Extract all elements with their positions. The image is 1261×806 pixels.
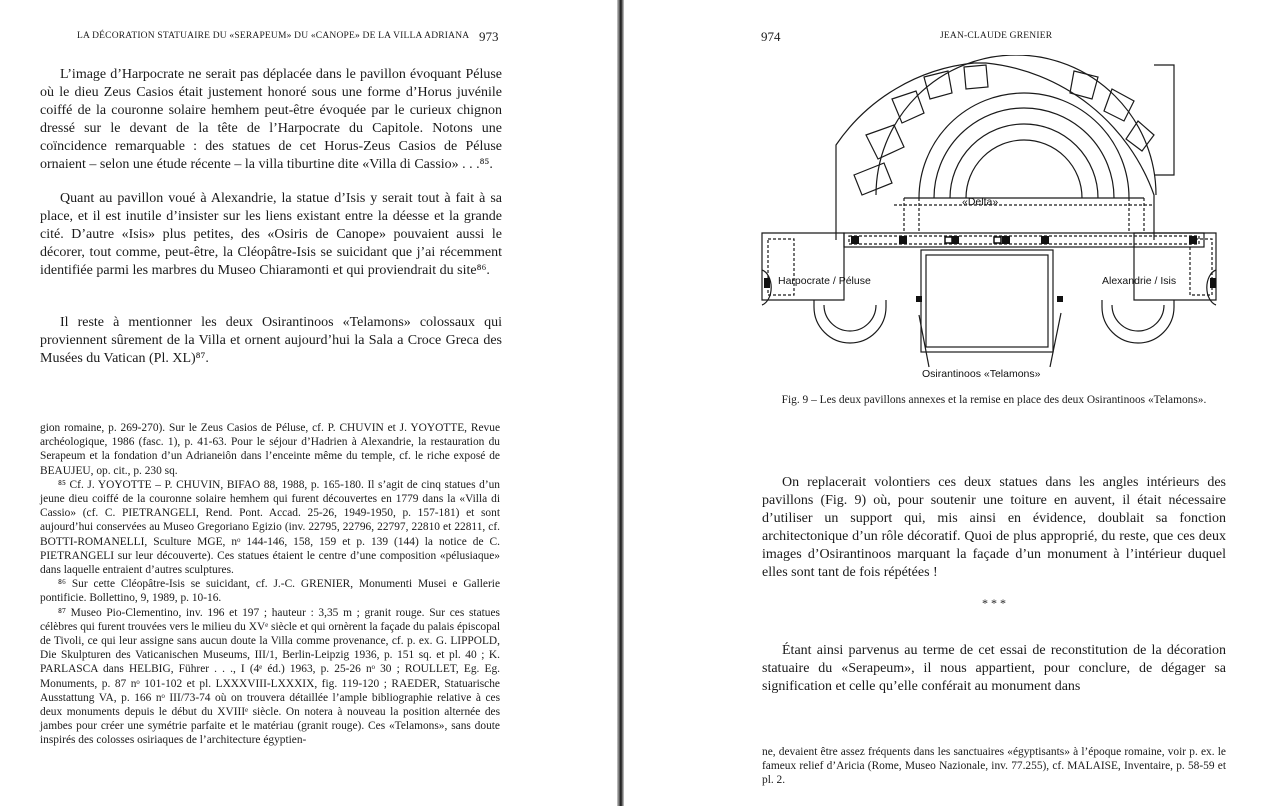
footnote-85: ⁸⁵ Cf. J. YOYOTTE – P. CHUVIN, BIFAO 88, 1988, p. 165-180. Il s’agit de cinq statues d’un jeune dieu coiffé de la couronne solaire hemhem qui furent découvertes en 1779 dans la «Villa di Cassio» (cf. C. PIETRANGELI, Rend. Pont. Accad. 25-26, 1949-1950, p. 157-181) et sont aujourd’hui conservées au Museo Gregoriano Egizio (inv. 22795, 22796, 22797, 22810 et 22811, cf. BOTTI-ROMANELLI, Sculture MGE, nᵒ 144-146, 158, 159 et p. 139 (144) la notice de C. PIETRANGELI sur leur découverte). Ces statues étaient le centre d’une composition «pélusiaque» dans laquelle entraient d’autres sculptures.: [40, 478, 500, 577]
label-osirantinoos: Osirantinoos «Telamons»: [922, 368, 1041, 380]
page-number-left: 973: [479, 29, 499, 44]
figure-9-plan: [754, 55, 1234, 387]
paragraph-alexandrie: Quant au pavillon voué à Alexandrie, la statue d’Isis y serait tout à fait à sa place, et il est inutile d’insister sur les liens existant entre la déesse et la grande cité. D’autre «Isis» plus petites, des «Osiris de Canope» pouvaient aussi le décorer, tout comme, peut-être, la Cléopâtre-Isis se suicidant que j’ai récemment identifiée parmi les marbres du Museo Chiaramonti et qui proviendrait du site⁸⁶.: [40, 191, 502, 278]
left-page: [0, 0, 617, 806]
figure-caption: Fig. 9 – Les deux pavillons annexes et la remise en place des deux Osirantinoos «Telamons».: [781, 394, 1207, 406]
footnote-86: ⁸⁶ Sur cette Cléopâtre-Isis se suicidant, cf. J.-C. GRENIER, Monumenti Musei e Gallerie pontificie. Bollettino, 9, 1989, p. 10-16.: [40, 578, 500, 605]
footnotes-left: [40, 421, 500, 748]
book-gutter: [617, 0, 624, 806]
paragraph-telamons: Il reste à mentionner les deux Osirantinoos «Telamons» colossaux qui proviennent sûrement de la Villa et ornent aujourd’hui la Sala a Croce Greca des Musées du Vatican (Pl. XL)⁸⁷.: [40, 315, 502, 366]
running-head-left: LA DÉCORATION STATUAIRE DU «SERAPEUM» DU «CANOPE» DE LA VILLA ADRIANA: [77, 31, 470, 41]
running-head-right: JEAN-CLAUDE GRENIER: [940, 31, 1053, 41]
paragraph-pavillons: On replacerait volontiers ces deux statues dans les angles intérieurs des pavillons (Fig. 9) où, pour soutenir une toiture en auvent, il était nécessaire d’utiliser un support qui, mis ainsi en évidence, doublait sa fonction architectonique d’un rôle décoratif. Quoi de plus approprié, du reste, que ces deux images d’Osirantinoos marquant la façade d’un monument à l’intérieur duquel elles sont tant de fois répétées !: [762, 475, 1226, 580]
page-number-right: 974: [761, 29, 781, 44]
separator-text: * * *: [982, 596, 1006, 610]
label-alexandrie-isis: Alexandrie / Isis: [1102, 275, 1177, 287]
footnote-87: ⁸⁷ Museo Pio-Clementino, inv. 196 et 197 ; hauteur : 3,35 m ; granit rouge. Sur ces statues célèbres qui furent trouvées vers le milieu du XVᵉ siècle et qui ornèrent la façade du palais épiscopal de Tivoli, ce qui leur assigne sans aucun doute la Villa comme provenance, cf. p. ex. G. LIPPOLD, Die Skulpturen des Vaticanischen Museums, III/1, Berlin-Leipzig 1936, p. 151 sq. et pl. 40 ; K. PARLASCA dans HELBIG, Führer . . ., I (4ᵉ éd.) 1963, p. 25-26 nᵒ 30 ; ROULLET, Eg. Eg. Monuments, p. 87 nᵒ 101-102 et pl. LXXXVIII-LXXXIX, fig. 119-120 ; RAEDER, Statuarische Ausstattung VA, p. 166 nᵒ III/73-74 où on trouvera détaillée l’ample bibliographie relative à ces deux monuments depuis le début du XVIIIᵉ siècle. On notera à nouveau la position alternée des jambes pour créer une symétrie parfaite et le matériau (granit rouge). Ces «Telamons», sans doute inspirés des colosses osiriaques de l’architecture égyptien-: [40, 606, 500, 747]
label-delta: «Delta»: [962, 196, 999, 208]
paragraph-conclusion: Étant ainsi parvenus au terme de cet essai de reconstitution de la décoration statuaire du «Serapeum», il nous appartient, pour conclure, de dégager sa signification et celle qu’elle conférait au monument dans: [762, 643, 1226, 694]
section-separator: [974, 598, 1014, 608]
footnote-right: ne, devaient être assez fréquents dans les sanctuaires «égyptisants» à l’époque romaine, voir p. ex. le fameux relief d’Aricia (Rome, Museo Nazionale, inv. 77.255), cf. MALAISE, Inventaire, p. 58-59 et pl. 2.: [762, 746, 1226, 787]
paragraph-harpocrate: L’image d’Harpocrate ne serait pas déplacée dans le pavillon évoquant Péluse où le dieu Zeus Casios était justement honoré sous une forme d’Horus juvénile coiffé de la couronne solaire hemhem peut-être évoquée par le curieux chignon dressé sur le devant de la tête de l’Harpocrate du Capitole. Notons une coïncidence remarquable : des statues de cet Horus-Zeus Casios de Péluse ornaient – selon une étude récente – la villa tiburtine dite «Villa di Cassio» . . .⁸⁵.: [40, 67, 502, 172]
label-harpocrate-peluse: Harpocrate / Péluse: [778, 275, 871, 287]
footnote-continuation: gion romaine, p. 269-270). Sur le Zeus Casios de Péluse, cf. P. CHUVIN et J. YOYOTTE, Revue archéologique, 1986 (fasc. 1), p. 41-63. Pour le séjour d’Hadrien à Alexandrie, la restauration du Serapeum et la fondation d’un Adrianeiôn dans l’enceinte même du temple, cf. le riche exposé de BEAUJEU, op. cit., p. 230 sq.: [40, 422, 500, 477]
right-page: [624, 0, 1261, 806]
